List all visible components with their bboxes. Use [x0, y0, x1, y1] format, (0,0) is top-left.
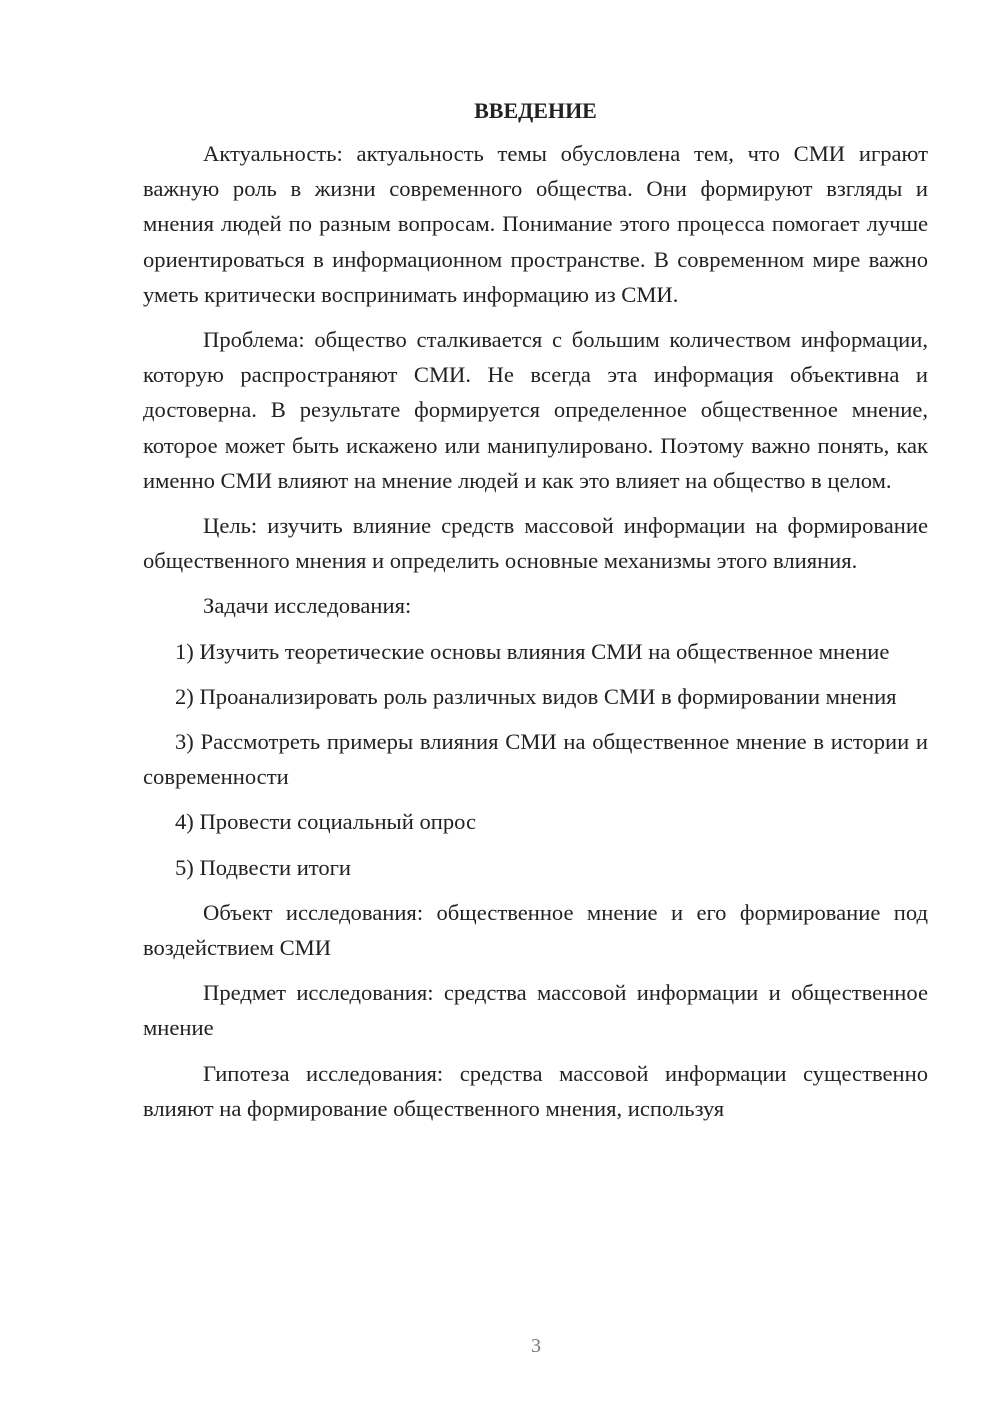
problem-paragraph: Проблема: общество сталкивается с большим количеством информации, которую распространяют СМИ. Не всегда эта информация объективна и достоверна. В результате формируется определенное общественное мнение, которое может быть искажено или манипулировано. Поэтому важно понять, как именно СМИ влияют на мнение людей и как это влияет на общество в целом. — [143, 327, 928, 493]
object-paragraph: Объект исследования: общественное мнение и его формирование под воздействием СМИ — [143, 899, 928, 961]
relevance-paragraph: Актуальность: актуальность темы обусловлена тем, что СМИ играют важную роль в жизни современного общества. Они формируют взгляды и мнения людей по разным вопросам. Понимание этого процесса помогает лучше ориентироваться в информационном пространстве. В современном мире важно уметь критически воспринимать информацию из СМИ. — [143, 141, 928, 307]
goal-paragraph: Цель: изучить влияние средств массовой информации на формирование общественного мнения и определить основные механизмы этого влияния. — [143, 513, 928, 574]
task-item-5: 5) Подвести итоги — [175, 854, 352, 880]
section-title: ВВЕДЕНИЕ — [474, 98, 597, 123]
task-item-3: 3) Рассмотреть примеры влияния СМИ на общественное мнение в истории и современности — [143, 729, 928, 790]
task-item-2: 2) Проанализировать роль различных видов СМИ в формировании мнения — [175, 683, 897, 709]
document-page — [143, 96, 928, 1136]
task-item-1: 1) Изучить теоретические основы влияния СМИ на общественное мнение — [175, 638, 890, 664]
tasks-heading: Задачи исследования: — [203, 593, 412, 619]
hypothesis-paragraph: Гипотеза исследования: средства массовой информации существенно влияют на формирование общественного мнения, используя — [143, 1060, 928, 1121]
page-number: 3 — [531, 1335, 541, 1357]
subject-paragraph: Предмет исследования: средства массовой информации и общественное мнение — [143, 980, 928, 1041]
task-item-4: 4) Провести социальный опрос — [175, 809, 477, 835]
